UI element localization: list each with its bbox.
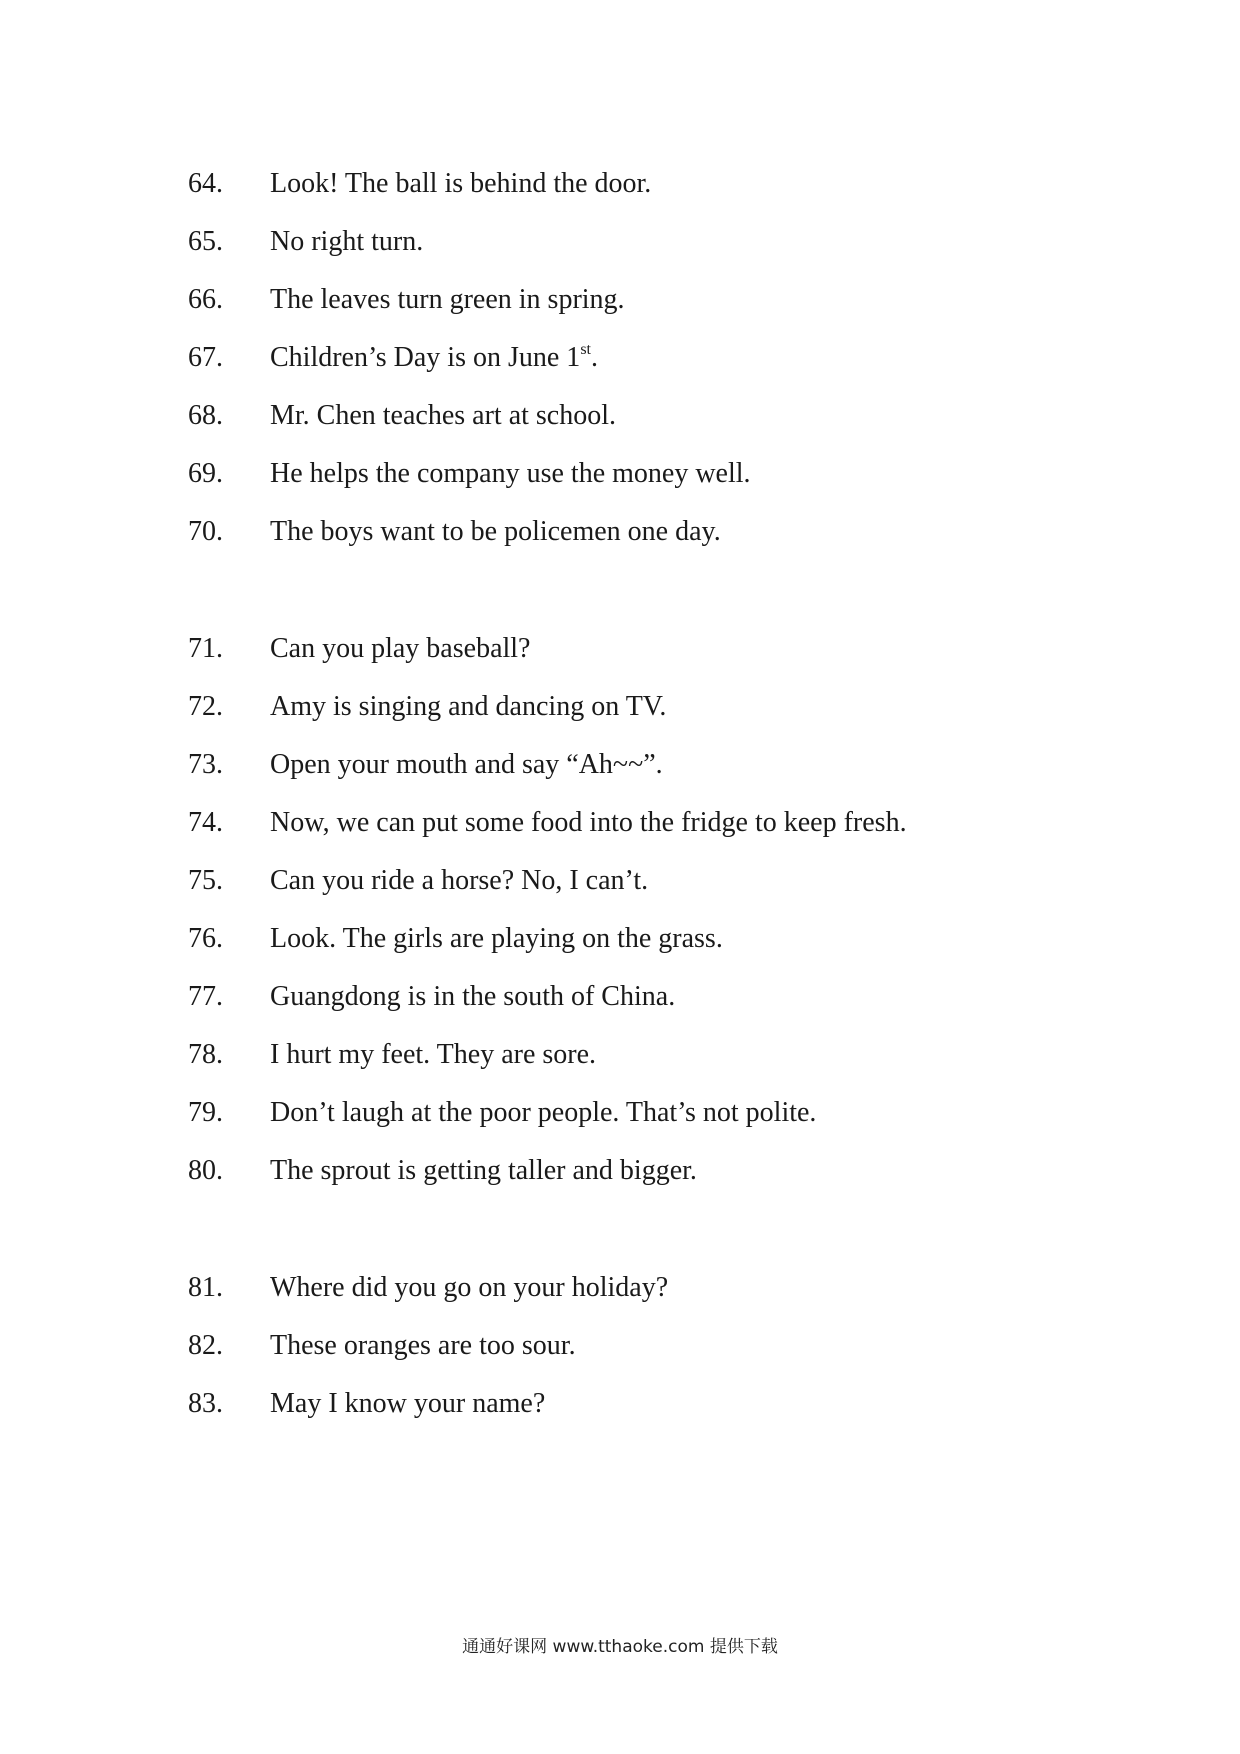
item-number: 73. bbox=[188, 749, 223, 780]
list-item bbox=[0, 454, 1240, 494]
item-number: 79. bbox=[188, 1097, 223, 1128]
list-item bbox=[0, 1035, 1240, 1075]
item-text: Amy is singing and dancing on TV. bbox=[270, 691, 667, 722]
list-item bbox=[0, 338, 1240, 378]
item-text: These oranges are too sour. bbox=[270, 1330, 576, 1361]
item-number: 64. bbox=[188, 168, 223, 199]
list-item bbox=[0, 919, 1240, 959]
item-text: Where did you go on your holiday? bbox=[270, 1272, 669, 1303]
item-number: 68. bbox=[188, 400, 223, 431]
item-text-end: . bbox=[590, 342, 598, 373]
list-item bbox=[0, 280, 1240, 320]
list-item bbox=[0, 222, 1240, 262]
footer-watermark-text: 通通好课网 www.tthaoke.com 提供下载 bbox=[462, 1637, 778, 1657]
item-text: Now, we can put some food into the fridge to keep fresh. bbox=[270, 807, 907, 838]
item-number: 77. bbox=[188, 981, 223, 1012]
list-item bbox=[0, 164, 1240, 204]
item-number: 66. bbox=[188, 284, 223, 315]
item-text: Look! The ball is behind the door. bbox=[270, 168, 652, 199]
item-text: No right turn. bbox=[270, 226, 424, 257]
item-text: Guangdong is in the south of China. bbox=[270, 981, 676, 1012]
list-item bbox=[0, 977, 1240, 1017]
item-number: 65. bbox=[188, 226, 223, 257]
item-text: Can you play baseball? bbox=[270, 633, 531, 664]
ordinal-superscript: st bbox=[580, 341, 591, 358]
list-item bbox=[0, 687, 1240, 727]
item-text: May I know your name? bbox=[270, 1388, 546, 1419]
list-item bbox=[0, 1384, 1240, 1424]
list-item bbox=[0, 861, 1240, 901]
item-text: He helps the company use the money well. bbox=[270, 458, 751, 489]
item-number: 72. bbox=[188, 691, 223, 722]
item-text: Open your mouth and say “Ah~~”. bbox=[270, 749, 663, 780]
item-number: 80. bbox=[188, 1155, 223, 1186]
item-text: The sprout is getting taller and bigger. bbox=[270, 1155, 697, 1186]
list-item bbox=[0, 745, 1240, 785]
list-item bbox=[0, 1093, 1240, 1133]
item-number: 76. bbox=[188, 923, 223, 954]
item-text: Mr. Chen teaches art at school. bbox=[270, 400, 617, 431]
list-item bbox=[0, 629, 1240, 669]
list-item bbox=[0, 512, 1240, 552]
item-text: Look. The girls are playing on the grass. bbox=[270, 923, 723, 954]
item-number: 70. bbox=[188, 516, 223, 547]
item-text: The leaves turn green in spring. bbox=[270, 284, 625, 315]
item-text: I hurt my feet. They are sore. bbox=[270, 1039, 597, 1070]
item-text-group bbox=[270, 338, 598, 378]
item-number: 71. bbox=[188, 633, 223, 664]
list-item bbox=[0, 1268, 1240, 1308]
item-text: The boys want to be policemen one day. bbox=[270, 516, 721, 547]
list-item bbox=[0, 1326, 1240, 1366]
item-text: Children’s Day is on June 1 bbox=[270, 342, 581, 373]
item-number: 69. bbox=[188, 458, 223, 489]
item-number: 82. bbox=[188, 1330, 223, 1361]
list-item bbox=[0, 1151, 1240, 1191]
item-number: 75. bbox=[188, 865, 223, 896]
item-number: 81. bbox=[188, 1272, 223, 1303]
item-number: 67. bbox=[188, 342, 223, 373]
item-text: Don’t laugh at the poor people. That’s not polite. bbox=[270, 1097, 817, 1128]
list-item bbox=[0, 396, 1240, 436]
item-number: 83. bbox=[188, 1388, 223, 1419]
item-text: Can you ride a horse? No, I can’t. bbox=[270, 865, 649, 896]
list-item bbox=[0, 803, 1240, 843]
item-number: 74. bbox=[188, 807, 223, 838]
item-number: 78. bbox=[188, 1039, 223, 1070]
